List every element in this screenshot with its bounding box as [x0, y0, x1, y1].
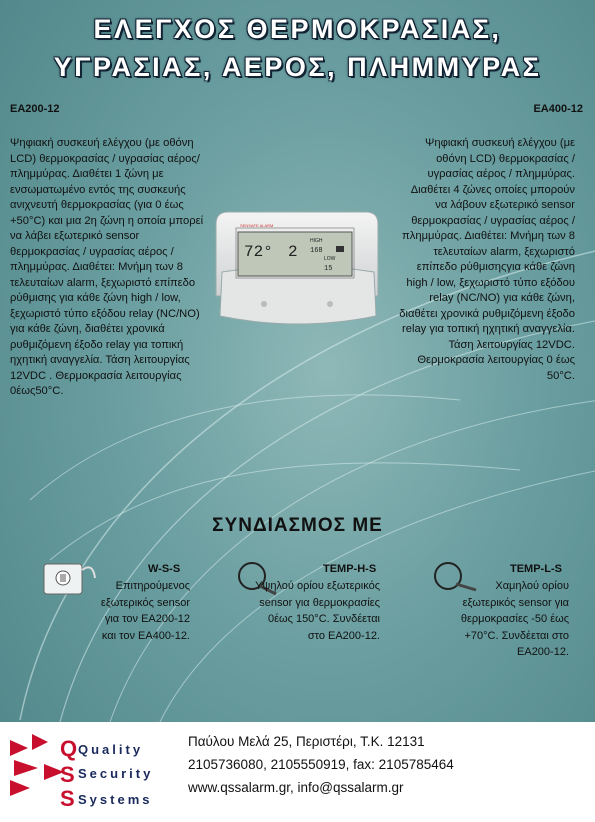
logo-word-security: Security: [78, 766, 154, 781]
device-high-label: HIGH: [310, 238, 323, 244]
footer-web[interactable]: www.qssalarm.gr, info@qssalarm.gr: [188, 780, 404, 795]
device-low-value: 15: [324, 265, 333, 273]
accessory-desc-wss: Επιτηρούμενος εξωτερικός sensor για τον EA200-12 και τον EA400-12.: [100, 580, 190, 642]
footer: [0, 722, 595, 822]
footer-phones: 2105736080, 2105550919, fax: 2105785464: [188, 757, 454, 772]
device-main-reading: 72°: [244, 243, 273, 261]
description-ea400: Ψηφιακή συσκευή ελέγχου (με οθόνη LCD) θερμοκρασίας / υγρασίας αέρος / πλημμύρας. Διαθέτει 4 ζώνες οποίες μπορούν να λάβουν εξωτερικό sensor θερμοκρασίας / υγρασίας αέρος / πλημμύρας. Διαθέτει: Μνήμη των 8 τελευταίων alarm, ξεχωριστό επίπεδο ρύθμισηςγια κάθε ζώνη high / low, ξεχωριστό τύπο εξόδου relay (NC/NO) για κάθε ζώνη, διαθέτει χρονικά ρυθμιζόμενη έξοδο relay για τοπική ηχητική αναγγελία. Τάση λειτουργίας 12VDC. Θερμοκρασία λειτουργίας 0 έως 50°C.: [399, 137, 575, 382]
device-brand: SENSAFE ALARM: [240, 223, 274, 228]
accessory-desc-temp-l: Χαμηλού ορίου εξωτερικός sensor για θερμοκρασίες -50 έως +70°C. Συνδέεται στο EA200-12.: [460, 580, 569, 658]
combination-title: ΣΥΝΔΙΑΣΜΟΣ ΜΕ: [212, 515, 383, 536]
title-line-1: ΕΛΕΓΧΟΣ ΘΕΡΜΟΚΡΑΣΙΑΣ,: [93, 14, 502, 44]
description-ea200: Ψηφιακή συσκευή ελέγχου (με οθόνη LCD) θερμοκρασίας / υγρασίας αέρος/ πλημμύρας. Διαθέτει 1 ζώνη με ενσωματωμένο εντός της συσκευής ανιχνευτή θερμοκρασίας (για 0 έως +50°C) και μια 2η ζώνη η οποία μπορεί να λάβει εξωτερικό sensor θερμοκρασίας / υγρασίας αέρος / πλημμύρας. Διαθέτει: Μνήμη των 8 τελευταίων alarm, ξεχωριστό επίπεδο ρύθμισης για κάθε ζώνη high / low, ξεχωριστό τύπο εξόδου relay (NC/NO) για κάθε ζώνη, διαθέτει χρονικά ρυθμιζόμενη έξοδο relay για τοπική ηχητική αναγγελία. Τάση λειτουργίας 12VDC . Θερμοκρασία λειτουργίας 0έως50°C.: [10, 137, 204, 397]
svg-text:S: S: [60, 762, 75, 787]
accessory-desc-temp-h: Υψηλού ορίου εξωτερικός sensor για θερμοκρασίες 0έως 150°C. Συνδέεται στο EA200-12.: [255, 580, 380, 642]
model-ea200: EA200-12: [10, 103, 60, 115]
title-line-2: ΥΓΡΑΣΙΑΣ, ΑΕΡΟΣ, ΠΛΗΜΜΥΡΑΣ: [53, 52, 542, 82]
device-image: [208, 210, 384, 335]
accessory-name-temp-h: TEMP-H-S: [323, 563, 377, 575]
lock-icon: [336, 246, 344, 252]
device-low-label: LOW: [324, 256, 336, 262]
accessory-name-wss: W-S-S: [148, 563, 181, 575]
device-high-value: 168: [310, 247, 323, 255]
svg-text:S: S: [60, 786, 75, 808]
water-sensor-icon: [38, 558, 96, 598]
svg-text:Q: Q: [60, 736, 78, 761]
model-ea400: EA400-12: [533, 103, 583, 115]
qss-logo: [8, 730, 180, 808]
footer-address: Παύλου Μελά 25, Περιστέρι, Τ.Κ. 12131: [188, 734, 425, 749]
logo-word-quality: Quality: [78, 742, 144, 757]
page-title: [0, 10, 595, 86]
device-zone: 2: [288, 243, 298, 261]
accessory-name-temp-l: TEMP-L-S: [510, 563, 562, 575]
logo-word-systems: Systems: [78, 792, 153, 807]
